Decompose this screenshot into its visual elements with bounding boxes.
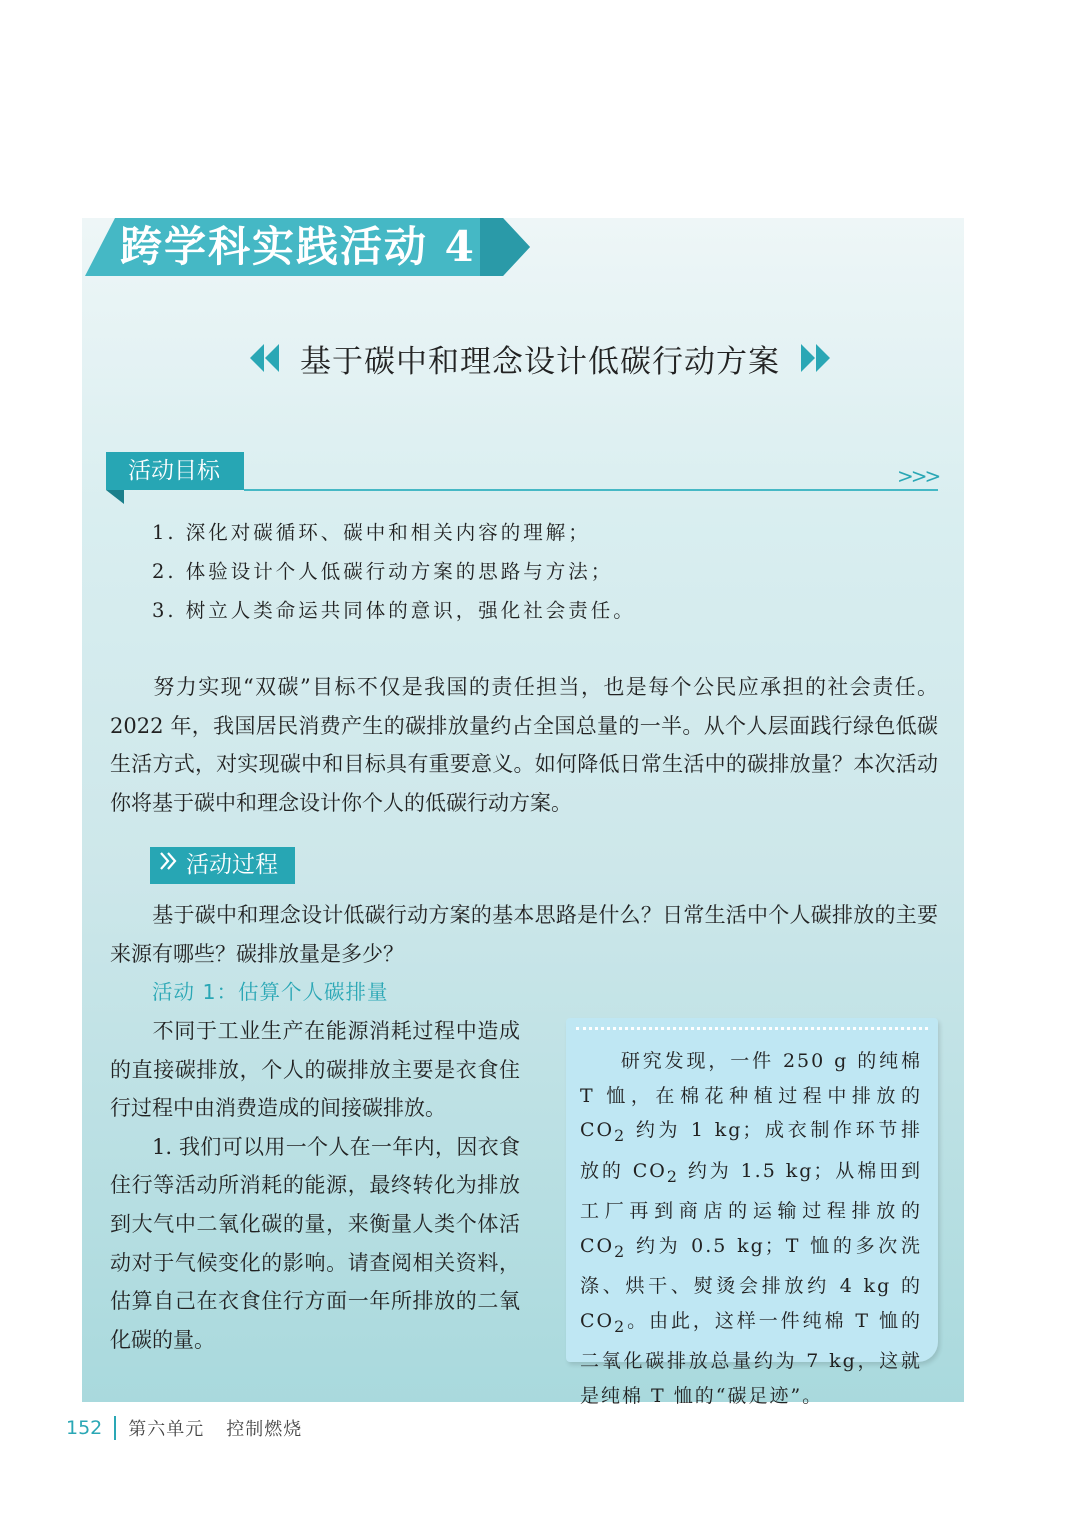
- note-sentence: 约为 1 kg；成衣制作环节排放的 CO: [580, 1119, 922, 1182]
- triple-chevron-icon: >>>: [897, 464, 939, 488]
- subtitle-row: [0, 330, 1080, 386]
- subtitle: 基于碳中和理念设计低碳行动方案: [300, 343, 780, 380]
- subscript: 2: [666, 1166, 679, 1186]
- goals-list: [152, 518, 952, 635]
- note-sentence: 约为 1.5 kg；从棉田到工厂再到商店的运输过程排放的 CO: [580, 1159, 922, 1257]
- banner-title: 跨学科实践活动 4: [120, 222, 476, 271]
- subscript: 2: [614, 1316, 627, 1336]
- goals-heading: 活动目标: [106, 452, 244, 490]
- activity1-paragraph-text: 不同于工业生产在能源消耗过程中造成的直接碳排放，个人的碳排放主要是衣食住行过程中由消费造成的间接碳排放。: [110, 1019, 520, 1121]
- activity1-paragraph: [110, 1012, 520, 1128]
- goals-divider: [244, 489, 938, 491]
- page-number: 152: [66, 1417, 103, 1439]
- double-chevron-icon: [158, 847, 180, 884]
- chapter-label: 控制燃烧: [226, 1419, 303, 1440]
- process-heading-label: 活动过程: [186, 852, 278, 878]
- intro-text: 努力实现“双碳”目标不仅是我国的责任担当，也是每个公民应承担的社会责任。2022 年，我国居民消费产生的碳排放量约占全国总量的一半。从个人层面践行绿色低碳生活方式，对实现碳中和目标具有重要意义。如何降低日常生活中的碳排放量？本次活动你将基于碳中和理念设计你个人的低碳行动方案。: [110, 675, 938, 815]
- note-text: [580, 1044, 922, 1413]
- goal-item: 3. 树立人类命运共同体的意识，强化社会责任。: [152, 599, 636, 622]
- chevron-left-icon: [248, 342, 282, 374]
- process-question: [110, 896, 938, 973]
- activity1-title: 活动 1：估算个人碳排量: [152, 980, 389, 1004]
- intro-paragraph: [110, 668, 938, 822]
- subscript: 2: [614, 1125, 627, 1145]
- activity1-task-text: 1. 我们可以用一个人在一年内，因衣食住行等活动所消耗的能源，最终转化为排放到大气中二氧化碳的量，来衡量人类个体活动对于气候变化的影响。请查阅相关资料，估算自己在衣食住行方面一年所排放的二氧化碳的量。: [110, 1134, 520, 1352]
- process-question-text: 基于碳中和理念设计低碳行动方案的基本思路是什么？日常生活中个人碳排放的主要来源有哪些？碳排放量是多少？: [110, 903, 938, 966]
- note-sentence: 。由此，这样一件纯棉 T 恤的二氧化碳排放总量约为 7 kg，这就是纯棉 T 恤的“碳足迹”。: [580, 1309, 922, 1407]
- chevron-right-icon: [798, 342, 832, 374]
- process-heading: [150, 847, 295, 884]
- left-column: [110, 1012, 520, 1359]
- goal-item: 1. 深化对碳循环、碳中和相关内容的理解；: [152, 521, 591, 544]
- note-dotted-border: [576, 1027, 928, 1030]
- page-footer: [66, 1413, 302, 1443]
- note-sentence: 约为 0.5 kg；T 恤的多次洗涤、烘干、熨烫会排放约 4 kg 的 CO: [580, 1234, 922, 1332]
- note-sentence: 研究发现，一件 250 g 的纯棉 T 恤，在棉花种植过程中排放的 CO: [580, 1050, 922, 1142]
- subscript: 2: [614, 1241, 627, 1261]
- activity1-task: [110, 1128, 520, 1360]
- goal-item: 2. 体验设计个人低碳行动方案的思路与方法；: [152, 560, 614, 583]
- footer-divider: [114, 1416, 116, 1440]
- unit-label: 第六单元: [128, 1419, 205, 1440]
